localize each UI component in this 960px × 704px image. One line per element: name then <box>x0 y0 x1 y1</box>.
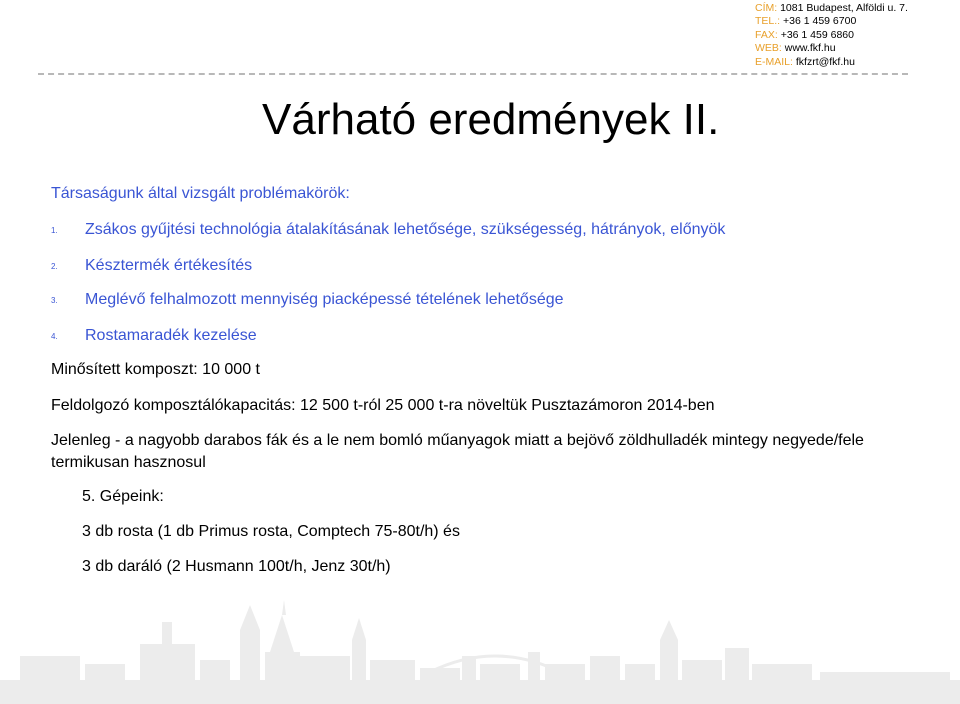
list-item <box>51 325 257 347</box>
list-item-text: Zsákos gyűjtési technológia átalakításának lehetősége, szükségesség, hátrányok, előnyök <box>85 221 726 238</box>
list-item <box>51 289 564 311</box>
list-item-number: 4. <box>51 331 58 341</box>
list-item-number: 3. <box>51 295 58 305</box>
currently-text: Jelenleg - a nagyobb darabos fák és a le nem bomló műanyagok miatt a bejövő zöldhulladék mintegy negyede/fele termikusan hasznosul <box>51 432 864 471</box>
list-item <box>51 255 252 277</box>
list-item-text: Meglévő felhalmozott mennyiség piacképessé tételének lehetősége <box>85 291 564 308</box>
contact-phone: TEL.: +36 1 459 6700 <box>755 15 857 28</box>
sieves-text: 3 db rosta (1 db Primus rosta, Comptech 75-80t/h) és <box>82 523 460 540</box>
list-item <box>51 219 725 241</box>
shredders-text: 3 db daráló (2 Husmann 100t/h, Jenz 30t/h) <box>82 558 391 575</box>
header-divider <box>38 73 908 75</box>
city-skyline-watermark <box>0 560 960 704</box>
list-item-number: 1. <box>51 225 58 235</box>
intro-text: Társaságunk által vizsgált problémakörök: <box>51 185 350 202</box>
list-item-text: Késztermék értékesítés <box>85 257 253 274</box>
list-item-text: Rostamaradék kezelése <box>85 327 257 344</box>
contact-block <box>755 2 908 69</box>
capacity-text: Feldolgozó komposztálókapacitás: 12 500 t-ról 25 000 t-ra növeltük Pusztazámoron 2014-ben <box>51 397 715 414</box>
contact-address: CÍM: 1081 Budapest, Alföldi u. 7. <box>755 2 908 14</box>
list-item-number: 2. <box>51 261 58 271</box>
compost-text: Minősített komposzt: 10 000 t <box>51 361 260 378</box>
page-title: Várható eredmények II. <box>262 95 720 144</box>
contact-fax: FAX: +36 1 459 6860 <box>755 28 854 41</box>
machines-heading: 5. Gépeink: <box>82 488 164 505</box>
contact-web: WEB: www.fkf.hu <box>755 42 836 55</box>
contact-email: E-MAIL: fkfzrt@fkf.hu <box>755 55 855 68</box>
